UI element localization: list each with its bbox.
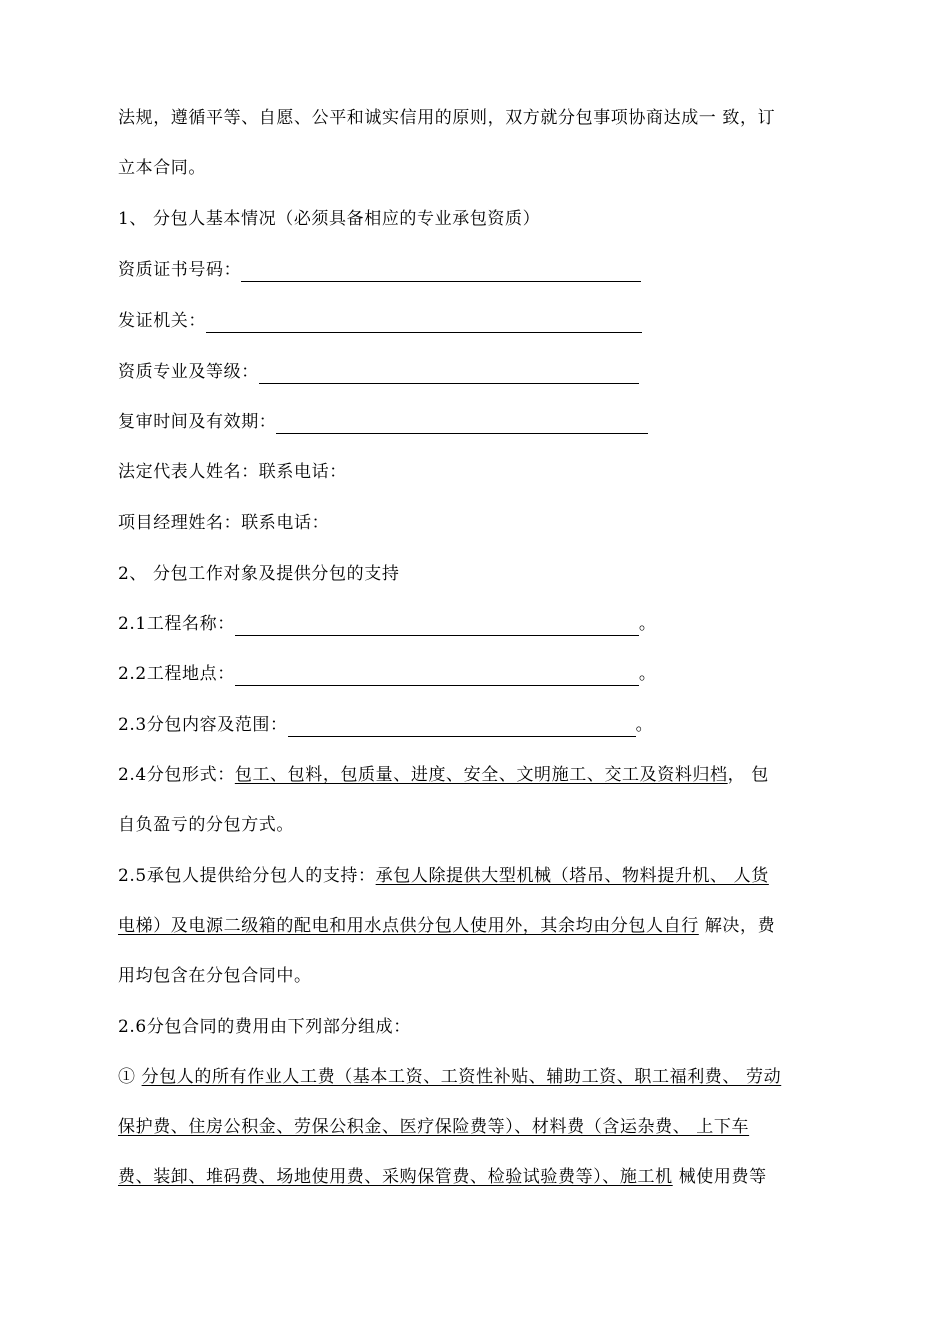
cert-number-blank[interactable] xyxy=(241,263,641,282)
subcontract-form-row xyxy=(118,763,769,787)
period: 。 xyxy=(638,664,657,684)
support-row xyxy=(118,864,769,888)
project-location-label: 2.2工程地点： xyxy=(118,664,235,684)
scope-label: 2.3分包内容及范围： xyxy=(118,715,288,735)
project-manager-row: 项目经理姓名：联系电话： xyxy=(118,513,330,533)
scope-row xyxy=(118,713,653,737)
project-location-blank[interactable] xyxy=(235,667,639,686)
circled-one-marker: ① xyxy=(118,1067,142,1087)
project-name-label: 2.1工程名称： xyxy=(118,614,235,634)
subcontract-form-label: 2.4分包形式： xyxy=(118,765,235,785)
support-row-2 xyxy=(118,914,775,938)
cost-item-1-line-2 xyxy=(118,1115,749,1139)
project-name-row xyxy=(118,612,656,636)
cert-number-label: 资质证书号码： xyxy=(118,260,242,280)
review-time-row xyxy=(118,410,648,434)
cost-item-1-line-3 xyxy=(118,1165,767,1189)
review-time-label: 复审时间及有效期： xyxy=(118,412,277,432)
issuer-label: 发证机关： xyxy=(118,311,206,331)
scope-blank[interactable] xyxy=(288,718,636,737)
cost-composition-title: 2.6分包合同的费用由下列部分组成： xyxy=(118,1017,411,1037)
cost-item-1-text: 分包人的所有作业人工费（基本工资、工资性补贴、辅助工资、职工福利费、 劳动 xyxy=(141,1067,782,1087)
cert-number-row xyxy=(118,258,641,282)
section-2-title: 2、 分包工作对象及提供分包的支持 xyxy=(118,564,400,584)
period: 。 xyxy=(638,614,657,634)
support-label: 2.5承包人提供给分包人的支持： xyxy=(118,866,376,886)
support-value: 承包人除提供大型机械（塔吊、物料提升机、 人货 xyxy=(375,866,769,886)
paragraph-line: 立本合同。 xyxy=(118,158,206,178)
qualification-label: 资质专业及等级： xyxy=(118,362,259,382)
paragraph-line: 用均包含在分包合同中。 xyxy=(118,966,312,986)
cost-item-1-text-3: 费、装卸、堆码费、场地使用费、采购保管费、检验试验费等）、施工机 xyxy=(118,1167,673,1187)
cost-item-1 xyxy=(118,1065,781,1089)
review-time-blank[interactable] xyxy=(276,415,648,434)
legal-rep-row: 法定代表人姓名：联系电话： xyxy=(118,462,347,482)
issuer-blank[interactable] xyxy=(206,314,642,333)
section-1-title: 1、 分包人基本情况（必须具备相应的专业承包资质） xyxy=(118,209,541,229)
project-location-row xyxy=(118,662,656,686)
qualification-row xyxy=(118,360,639,384)
cost-item-1-rest: 械使用费等 xyxy=(672,1167,767,1187)
cost-item-1-text-2: 保护费、住房公积金、劳保公积金、医疗保险费等）、材料费（含运杂费、 上下车 xyxy=(118,1117,750,1137)
period: 。 xyxy=(635,715,654,735)
issuer-row xyxy=(118,309,642,333)
subcontract-form-value: 包工、包料，包质量、进度、安全、文明施工、交工及资料归档 xyxy=(234,765,728,785)
paragraph-line: 自负盈亏的分包方式。 xyxy=(118,815,294,835)
paragraph-line: 法规，遵循平等、自愿、公平和诚实信用的原则，双方就分包事项协商达成一 致，订 xyxy=(118,108,776,128)
support-rest: 解决，费 xyxy=(698,916,776,936)
subcontract-form-rest: ， 包 xyxy=(727,765,769,785)
qualification-blank[interactable] xyxy=(259,365,639,384)
support-value-2: 电梯）及电源二级箱的配电和用水点供分包人使用外，其余均由分包人自行 xyxy=(118,916,699,936)
project-name-blank[interactable] xyxy=(235,617,639,636)
